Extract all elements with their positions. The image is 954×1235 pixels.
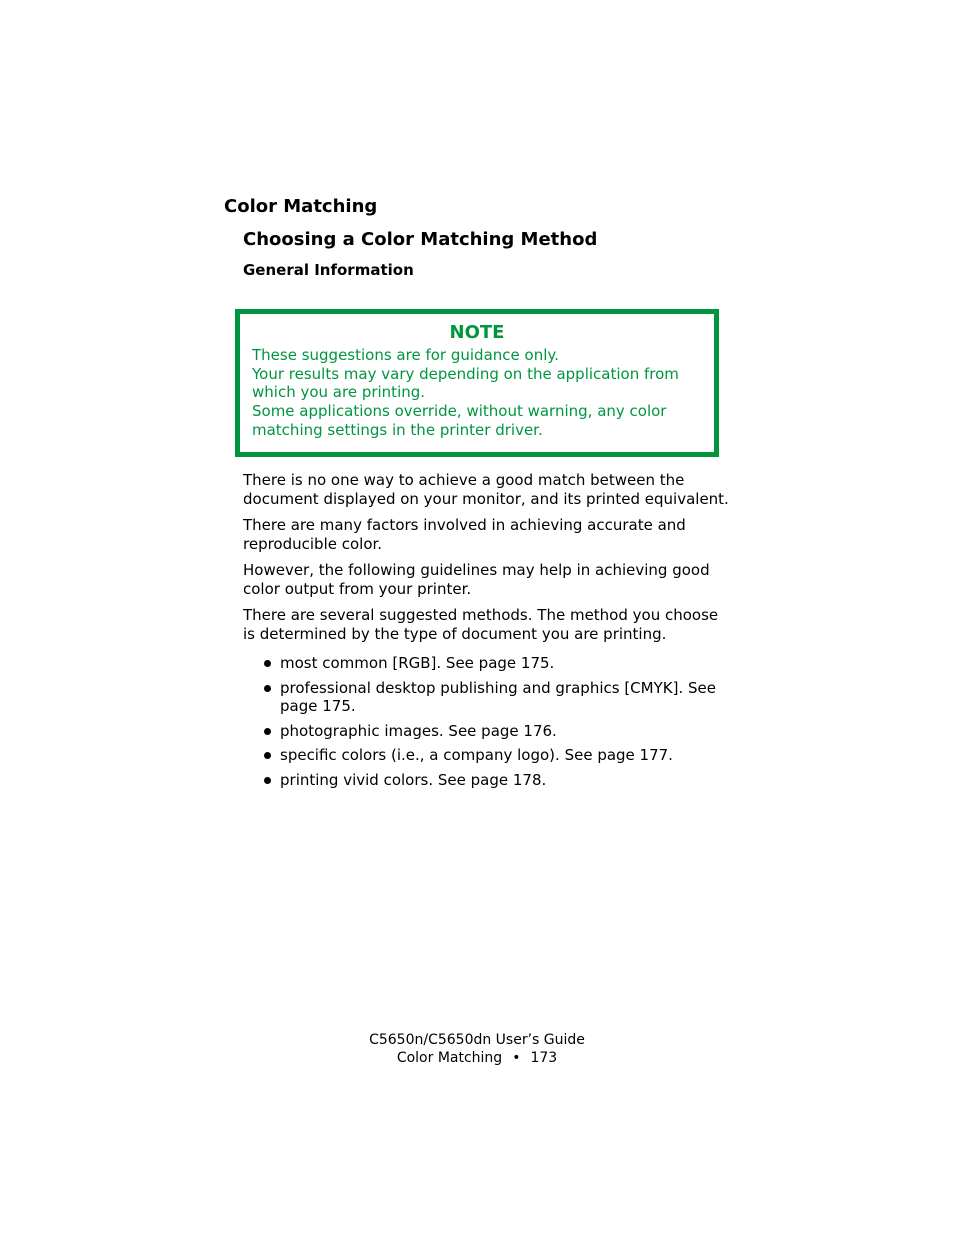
list-item — [243, 654, 733, 673]
bullet-icon — [264, 777, 271, 784]
list-item-text: professional desktop publishing and graphics [CMYK]. See page 175. — [280, 678, 716, 715]
list-item — [243, 771, 733, 790]
paragraph: There are several suggested methods. The method you choose is determined by the type of document you are printing. — [243, 606, 719, 643]
list-item — [243, 746, 733, 765]
bullet-icon — [264, 752, 271, 759]
bullet-icon — [264, 660, 271, 667]
sub-subsection-title: General Information — [243, 261, 414, 279]
list-item — [243, 722, 733, 741]
footer-section-line — [0, 1050, 954, 1068]
paragraph: There is no one way to achieve a good match between the document displayed on your monitor, and its printed equivalent. — [243, 471, 729, 508]
note-line: These suggestions are for guidance only. — [252, 346, 559, 364]
footer-guide-title: C5650n/C5650dn User’s Guide — [369, 1032, 585, 1048]
section-title: Color Matching — [224, 196, 378, 217]
body-content — [243, 471, 733, 795]
note-line: which you are printing. — [252, 383, 426, 402]
bullet-icon — [264, 728, 271, 735]
note-line: matching settings in the printer driver. — [252, 420, 543, 439]
note-box — [235, 309, 719, 457]
note-line: Some applications override, without warning, any color — [252, 402, 667, 421]
list-item-text: specific colors (i.e., a company logo). See page 177. — [280, 746, 673, 764]
list-item — [243, 679, 733, 716]
bullet-icon — [264, 685, 271, 692]
subsection-title: Choosing a Color Matching Method — [243, 229, 598, 250]
paragraph: There are many factors involved in achieving accurate and reproducible color. — [243, 516, 686, 553]
page-number: 173 — [530, 1049, 558, 1066]
note-line: Your results may vary depending on the application from — [252, 364, 679, 383]
note-title: NOTE — [449, 322, 505, 343]
paragraph: However, the following guidelines may help in achieving good color output from your printer. — [243, 561, 710, 598]
footer-separator: • — [512, 1049, 521, 1066]
list-item-text: photographic images. See page 176. — [280, 721, 557, 740]
page-footer — [0, 1032, 954, 1067]
list-item-text: most common [RGB]. See page 175. — [280, 654, 555, 672]
method-list — [243, 654, 733, 789]
footer-section: Color Matching — [396, 1049, 503, 1066]
list-item-text: printing vivid colors. See page 178. — [280, 770, 547, 789]
